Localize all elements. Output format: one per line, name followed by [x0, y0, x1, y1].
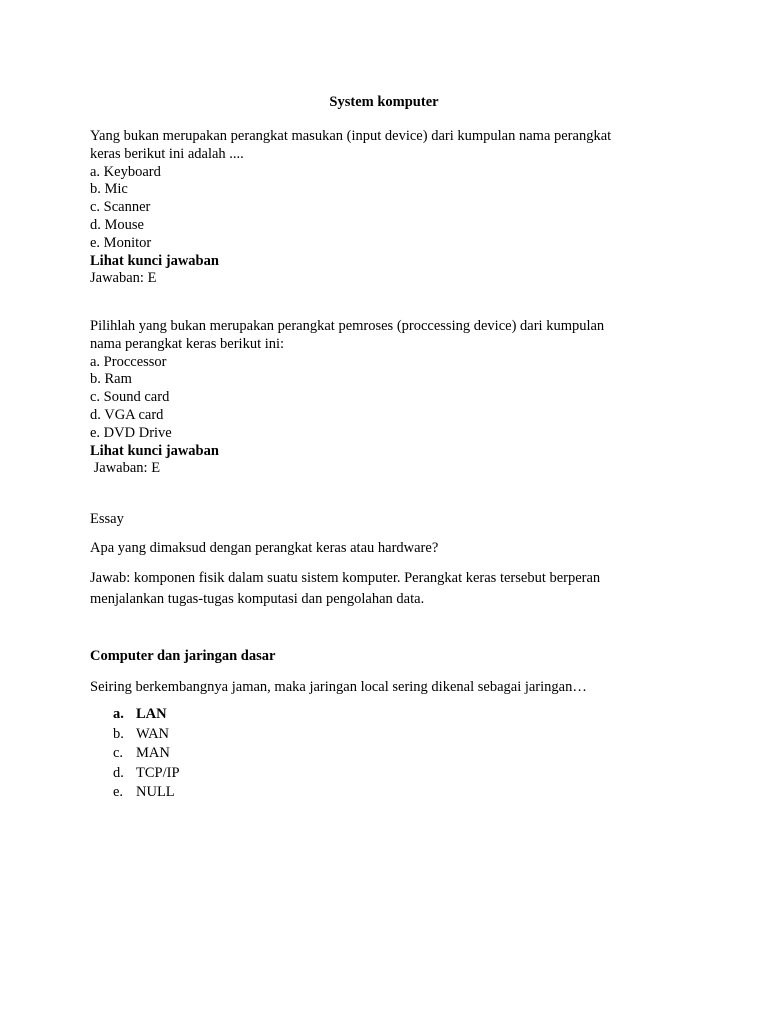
option-a: a. Keyboard — [90, 163, 161, 180]
essay-answer-line-1: Jawab: komponen fisik dalam suatu sistem komputer. Perangkat keras tersebut berperan — [90, 570, 601, 586]
list-marker: a. — [113, 706, 124, 722]
list-marker: c. — [113, 745, 124, 762]
question-2-text-line-2: nama perangkat keras berikut ini: — [90, 335, 285, 352]
page-title: System komputer — [329, 94, 439, 110]
answer-text: Jawaban: E — [90, 270, 157, 287]
option-b: b. Mic — [90, 181, 128, 198]
list-item — [113, 744, 513, 764]
list-item — [113, 783, 513, 803]
list-item — [113, 725, 513, 745]
list-item-text: NULL — [136, 784, 175, 801]
answer-key-link[interactable]: Lihat kunci jawaban — [90, 252, 219, 269]
list-marker: d. — [113, 764, 124, 781]
answer-key-link[interactable]: Lihat kunci jawaban — [90, 442, 219, 459]
option-e: e. DVD Drive — [90, 424, 172, 441]
list-item-text: WAN — [136, 725, 170, 742]
option-d: d. VGA card — [90, 406, 164, 423]
section-heading: Computer dan jaringan dasar — [90, 648, 276, 664]
list-item-text: TCP/IP — [136, 764, 180, 781]
essay-answer — [90, 568, 690, 610]
question-1-text-line-2: keras berikut ini adalah .... — [90, 145, 244, 162]
section-options-list — [113, 705, 513, 803]
option-e: e. Monitor — [90, 234, 152, 251]
question-1-text-line-1: Yang bukan merupakan perangkat masukan (input device) dari kumpulan nama perangkat — [90, 128, 612, 144]
list-item — [113, 705, 513, 725]
list-item-text: MAN — [136, 745, 170, 762]
list-item — [113, 764, 513, 784]
question-2 — [90, 318, 690, 478]
section-question: Seiring berkembangnya jaman, maka jaringan local sering dikenal sebagai jaringan… — [90, 679, 587, 695]
option-a: a. Proccessor — [90, 353, 167, 370]
option-b: b. Ram — [90, 371, 132, 388]
question-2-text-line-1: Pilihlah yang bukan merupakan perangkat pemroses (proccessing device) dari kumpulan — [90, 318, 605, 334]
essay-label: Essay — [90, 511, 124, 527]
essay-answer-line-2: menjalankan tugas-tugas komputasi dan pengolahan data. — [90, 591, 425, 607]
question-1 — [90, 128, 690, 288]
answer-text: Jawaban: E — [90, 460, 161, 477]
option-d: d. Mouse — [90, 216, 144, 233]
list-item-text: LAN — [136, 706, 167, 722]
list-marker: b. — [113, 725, 124, 742]
list-marker: e. — [113, 784, 124, 801]
option-c: c. Sound card — [90, 389, 170, 406]
essay-question: Apa yang dimaksud dengan perangkat keras atau hardware? — [90, 540, 439, 556]
option-c: c. Scanner — [90, 199, 151, 216]
